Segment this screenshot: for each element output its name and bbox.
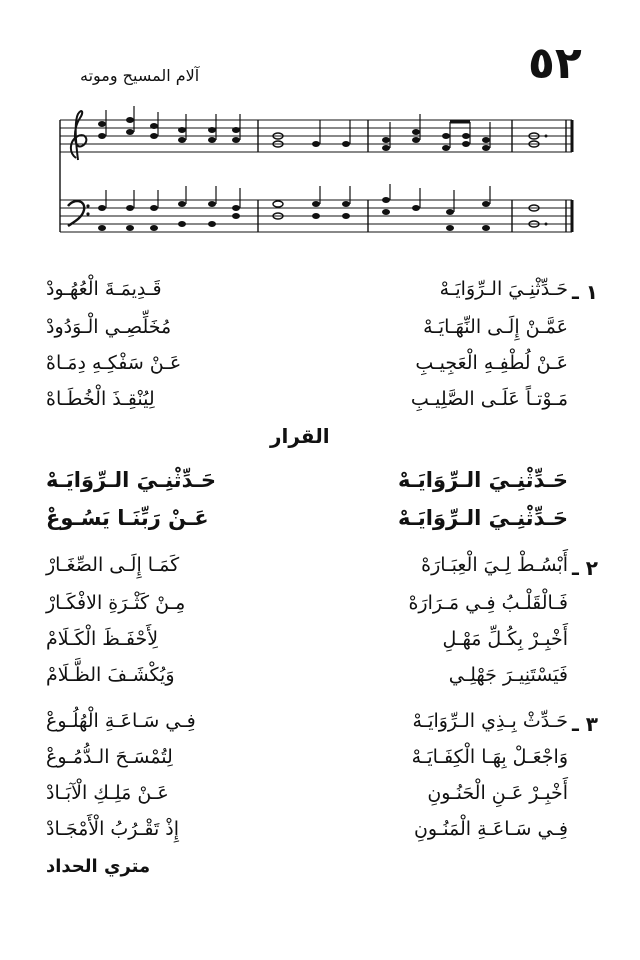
stanza-2-line-4-left: وَيُكْشَـفَ الظَّـلَامْ: [46, 664, 175, 686]
stanza-2-line-2-left: مِـنْ كَثْـرَةِ الافْكَـارْ: [46, 592, 186, 614]
hymn-subtitle: آلام المسيح وموته: [80, 66, 200, 85]
stanza-3-line-1-left: فِـي سَـاعَـةِ الْهُلُـوعْ: [46, 710, 196, 732]
hymn-number: ٥٢: [528, 38, 582, 89]
music-score: [46, 100, 586, 260]
stanza-2-line-4-right: فَيَسْتَنِيـرَ جَهْلِـي: [448, 664, 568, 686]
chorus-line-2-left: عَـنْ رَبِّنَـا يَسُـوعْ: [46, 506, 209, 530]
bass-clef-icon: [68, 201, 90, 226]
stanza-2-line-3-right: أَخْبِـرْ بِكُـلِّ مَهْـلِ: [442, 628, 568, 650]
stanza-1-line-4-right: مَـوْتـاً عَلَـى الصَّلِيـبِ: [410, 388, 568, 410]
stanza-1-line-2-right: عَمَّـنْ إِلَـى النِّهَـايَـهْ: [423, 316, 568, 338]
stanza-1-number: ١ ـ: [571, 280, 598, 304]
stanza-1-line-1-right: حَـدِّثْنِـيَ الـرِّوَايَـهْ: [439, 278, 568, 300]
stanza-3-line-2-right: وَاجْعَـلْ بِهَـا الْكِفَـايَـهْ: [411, 746, 568, 768]
stanza-2-line-1-right: أَبْسُـطْ لِـيَ الْعِبَـارَهْ: [421, 554, 568, 576]
stanza-3-line-4-left: إِذْ تَقْـرُبُ الْأَمْجَـادْ: [46, 818, 180, 840]
stanza-3-number: ٣ ـ: [571, 712, 598, 736]
stanza-3-line-3-right: أَخْبِـرْ عَـنِ الْحَنُـونِ: [427, 782, 568, 804]
stanza-1-line-2-left: مُخَلِّصِـي الْـوَدُودْ: [46, 316, 172, 338]
chorus-title: القرار: [270, 424, 330, 448]
chorus-line-1-left: حَـدِّثْنِـيَ الـرِّوَايَـهْ: [46, 468, 217, 492]
stanza-2-line-2-right: فَـالْقَلْـبُ فِـي مَـرَارَهْ: [408, 592, 568, 614]
stanza-3-line-2-left: لِتُمْسَـحَ الـدُّمُـوعْ: [46, 746, 173, 768]
chorus-line-1-right: حَـدِّثْنِـيَ الـرِّوَايَـهْ: [397, 468, 568, 492]
stanza-1-line-3-left: عَـنْ سَفْكِـهِ دِمَـاهْ: [46, 352, 182, 374]
stanza-2-number: ٢ ـ: [571, 556, 598, 580]
stanza-1-line-4-left: لِيُنْقِـذَ الْخُطَـاهْ: [46, 388, 155, 410]
author-name: متري الحداد: [46, 856, 151, 877]
treble-staff: [60, 120, 572, 152]
stanza-3-line-3-left: عَـنْ مَلِـكِ الْآبَـادْ: [46, 782, 169, 804]
chorus-line-2-right: حَـدِّثْنِـيَ الـرِّوَايَـهْ: [397, 506, 568, 530]
stanza-1-line-3-right: عَـنْ لُطْفِـهِ الْعَجِيـبِ: [415, 352, 568, 374]
bass-notes: [98, 197, 548, 231]
stanza-2-line-3-left: لِأَحْفَـظَ الْكَـلَامْ: [46, 628, 159, 650]
treble-notes: [98, 117, 548, 151]
stanza-3-line-4-right: فِـي سَـاعَـةِ الْمَنُـونِ: [413, 818, 568, 840]
stanza-3-line-1-right: حَـدِّثْ بِـذِي الـرِّوَايَـهْ: [412, 710, 568, 732]
stanza-1-line-1-left: قَـدِيمَـةَ الْعُهُـودْ: [46, 278, 162, 300]
treble-stems: [106, 106, 490, 148]
stanza-2-line-1-left: كَمَـا إِلَـى الصِّغَـارْ: [46, 554, 180, 576]
